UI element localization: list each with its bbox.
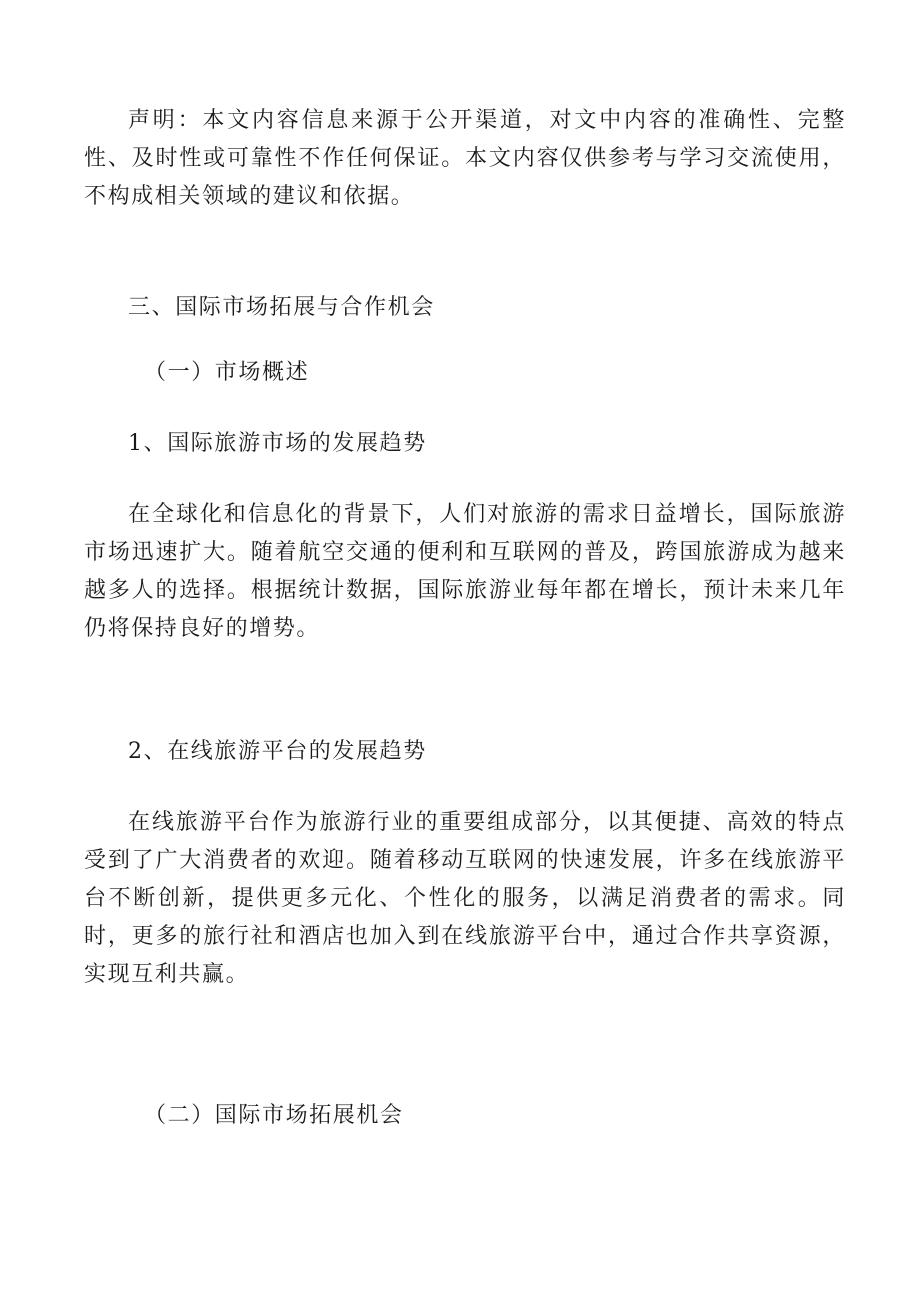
item-body-international-tourism: 在全球化和信息化的背景下，人们对旅游的需求日益增长，国际旅游市场迅速扩大。随着航空交通的便利和互联网的普及，跨国旅游成为越来越多人的选择。根据统计数据，国际旅游业每年都在增长，预计未来几年仍将保持良好的增势。 — [84, 502, 846, 641]
subsection-title-market-overview: （一）市场概述 — [144, 360, 310, 385]
subsection-title-market-opportunities: （二）国际市场拓展机会 — [144, 1103, 404, 1128]
item-body-online-travel-platforms: 在线旅游平台作为旅游行业的重要组成部分，以其便捷、高效的特点受到了广大消费者的欢迎。随着移动互联网的快速发展，许多在线旅游平台不断创新，提供更多元化、个性化的服务，以满足消费者的需求。同时，更多的旅行社和酒店也加入到在线旅游平台中，通过合作共享资源，实现互利共赢。 — [84, 810, 846, 987]
disclaimer-paragraph: 声明：本文内容信息来源于公开渠道，对文中内容的准确性、完整性、及时性或可靠性不作任何保证。本文内容仅供参考与学习交流使用，不构成相关领域的建议和依据。 — [84, 108, 846, 209]
section-title: 三、国际市场拓展与合作机会 — [128, 295, 435, 320]
item-heading-international-tourism: 1、国际旅游市场的发展趋势 — [128, 431, 427, 456]
item-heading-online-travel-platforms: 2、在线旅游平台的发展趋势 — [128, 739, 427, 764]
